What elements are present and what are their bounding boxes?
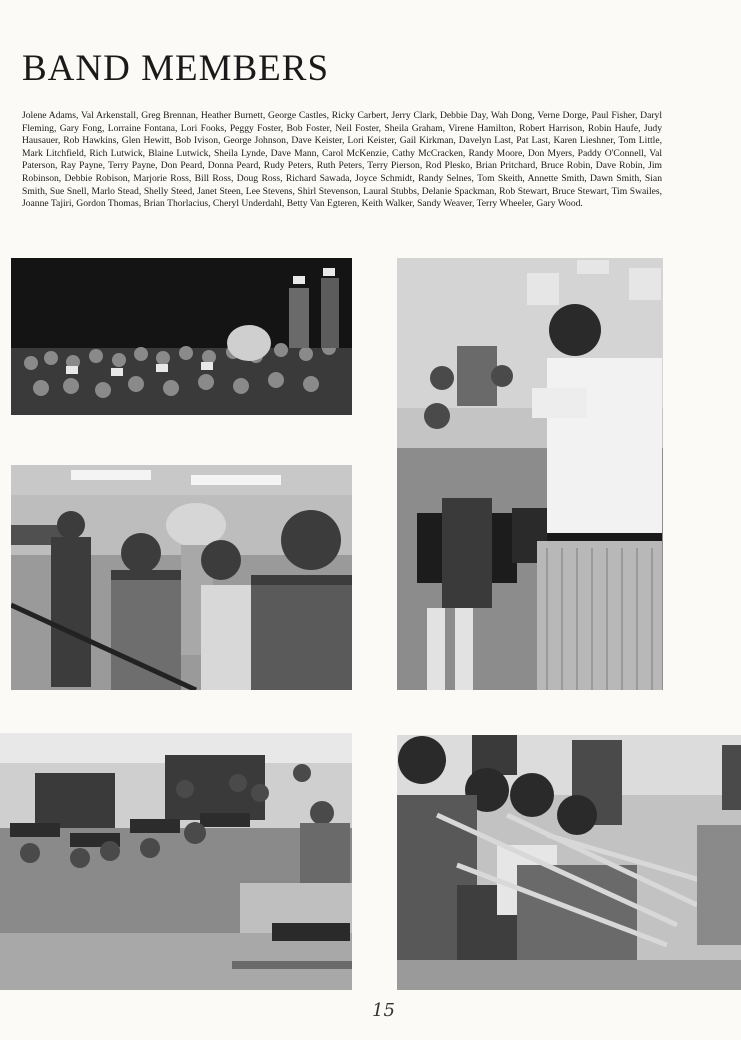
trombone-section-photo bbox=[397, 735, 741, 990]
band-performing-on-stage-photo bbox=[11, 258, 352, 415]
students-with-tuba-photo bbox=[11, 465, 352, 690]
page-number: 15 bbox=[372, 1000, 395, 1021]
conductor-leading-rehearsal-photo bbox=[397, 258, 663, 690]
page-title: BAND MEMBERS bbox=[22, 48, 330, 89]
band-member-names: Jolene Adams, Val Arkenstall, Greg Brennan, Heather Burnett, George Castles, Ricky Carbert, Jerry Clark, Debbie Day, Wah Dong, Verne Dorge, Paul Fisher, Daryl Fleming, Gary Fong, Lorraine Fontana, Lori Fooks, Peggy Foster, Bob Foster, Neil Foster, Sheila Graham, Virene Hamilton, Robert Harrison, Robin Haufe, Judy Hausauer, Rob Hawkins, Glen Hewitt, Bob Ivison, George Johnson, Dave Keister, Lori Keister, Gail Kirkman, Davelyn Last, Pat Last, Karen Lieshner, Tom Little, Mark Litchfield, Rich Lutwick, Blaine Lutwick, Sheila Lynde, Dave Mann, Carol McKenzie, Cathy McCracken, Randy Moore, Don Myers, Paddy O'Connell, Val Paterson, Ray Payne, Terry Payne, Don Peard, Donna Peard, Rudy Peters, Ruth Peters, Terry Pierson, Rod Plesko, Brian Pritchard, Bruce Robin, Dave Robin, Jim Robinson, Debbie Robison, Marjorie Ross, Bill Ross, Doug Ross, Richard Sawada, Joyce Schmidt, Randy Selnes, Tom Skeith, Annette Smith, Dawn Smith, Sian Smith, Sue Snell, Marlo Stead, Shelly Steed, Janet Steen, Lee Stevens, Shirl Stevenson, Laural Stubbs, Delanie Spackman, Rob Stewart, Bruce Stewart, Tim Swailes, Joanne Tajiri, Gordon Thomas, Brian Thorlacius, Cheryl Underdahl, Betty Van Egteren, Keith Walker, Sandy Weaver, Terry Wheeler, Gary Wood. bbox=[22, 110, 662, 210]
band-rehearsal-in-hall-photo bbox=[0, 733, 352, 990]
